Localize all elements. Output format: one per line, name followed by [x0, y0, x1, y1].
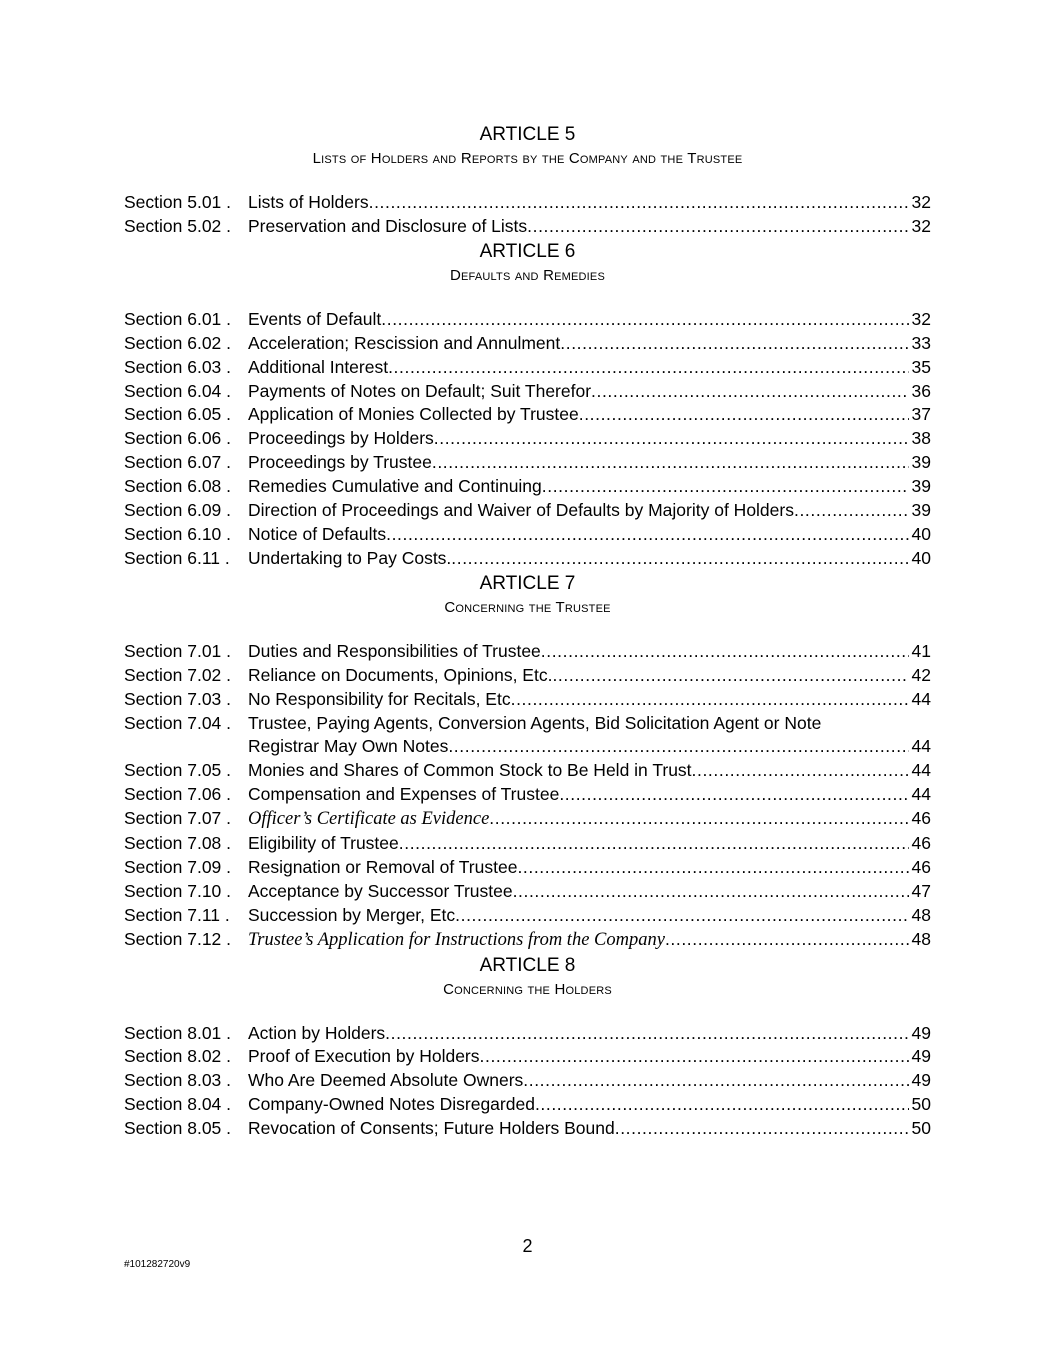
- section-entry-body: [248, 1117, 931, 1141]
- section-title[interactable]: Resignation or Removal of Trustee: [248, 856, 518, 877]
- section-entry-body: [248, 832, 931, 856]
- section-entry-body: [248, 332, 931, 356]
- article-title: ARTICLE 5: [479, 124, 576, 145]
- toc-entry[interactable]: [124, 783, 931, 807]
- dot-leader: [388, 356, 908, 380]
- section-title[interactable]: Reliance on Documents, Opinions, Etc.: [248, 664, 553, 685]
- page-ref[interactable]: 40: [911, 547, 931, 568]
- toc-entry[interactable]: [124, 664, 931, 688]
- article-heading: [124, 953, 931, 1001]
- toc-entry[interactable]: [124, 547, 931, 571]
- section-entry-body: [248, 523, 931, 547]
- section-title-line: [248, 1093, 931, 1117]
- section-list: [124, 640, 931, 953]
- section-title-line: [248, 712, 931, 736]
- page-ref[interactable]: 48: [911, 928, 931, 949]
- dot-leader: [615, 1117, 909, 1141]
- section-list: [124, 191, 931, 239]
- toc-entry[interactable]: [124, 832, 931, 856]
- toc-entry[interactable]: [124, 308, 931, 332]
- section-list: [124, 1022, 931, 1142]
- toc-entry[interactable]: [124, 1045, 931, 1069]
- section-number: Section 7.03 .: [124, 688, 232, 709]
- dot-leader: [591, 380, 908, 404]
- page-ref[interactable]: 44: [911, 736, 931, 757]
- toc-entry[interactable]: [124, 880, 931, 904]
- section-entry-body: [248, 403, 931, 427]
- toc-entry[interactable]: [124, 1093, 931, 1117]
- section-entry-body: [248, 1022, 931, 1046]
- page-ref[interactable]: 32: [911, 192, 931, 212]
- section-entry-body: [248, 688, 931, 712]
- dot-leader: [432, 451, 909, 475]
- dot-leader: [385, 1022, 908, 1046]
- section-title-line: [248, 1022, 931, 1046]
- page-ref[interactable]: 44: [911, 784, 931, 805]
- article-heading: [124, 122, 931, 170]
- section-number: Section 6.08 .: [124, 476, 232, 497]
- article-8: [124, 953, 931, 1142]
- dot-leader: [455, 904, 908, 928]
- section-entry-body: [248, 856, 931, 880]
- section-number: Section 7.11 .: [124, 904, 230, 925]
- section-number: Section 5.02 .: [124, 215, 232, 236]
- dot-leader: [560, 332, 908, 356]
- section-title-line: [248, 759, 931, 783]
- toc-entry[interactable]: [124, 332, 931, 356]
- section-title-line: [248, 783, 931, 807]
- toc-entry[interactable]: [124, 380, 931, 404]
- section-entry-body: [248, 640, 931, 664]
- dot-leader: [480, 1045, 909, 1069]
- section-title[interactable]: Revocation of Consents; Future Holders Bound: [248, 1118, 615, 1139]
- section-title[interactable]: Events of Default: [248, 308, 382, 329]
- section-number: Section 7.09 .: [124, 856, 232, 877]
- page-ref[interactable]: 38: [911, 428, 931, 449]
- toc-entry[interactable]: [124, 451, 931, 475]
- section-title[interactable]: Undertaking to Pay Costs.: [248, 547, 452, 568]
- section-title[interactable]: Proceedings by Holders: [248, 428, 434, 449]
- section-title[interactable]: Acceptance by Successor Trustee: [248, 880, 513, 901]
- page-ref[interactable]: 32: [911, 308, 931, 329]
- page-ref[interactable]: 46: [911, 856, 931, 877]
- article-5: [124, 122, 931, 239]
- section-number: Section 8.01 .: [124, 1022, 232, 1043]
- section-title-line: [248, 332, 931, 356]
- toc-entry[interactable]: [124, 1022, 931, 1046]
- article-subtitle: Concerning the Trustee: [444, 598, 611, 616]
- toc-entry[interactable]: [124, 688, 931, 712]
- section-number: Section 7.05 .: [124, 760, 232, 781]
- section-number: Section 6.09 .: [124, 500, 232, 521]
- toc-entry[interactable]: [124, 856, 931, 880]
- page-ref[interactable]: 40: [911, 523, 931, 544]
- section-title-line: [248, 856, 931, 880]
- page-ref[interactable]: 39: [911, 500, 931, 521]
- section-number: Section 7.06 .: [124, 784, 232, 805]
- section-title[interactable]: Application of Monies Collected by Trustee: [248, 404, 579, 425]
- section-entry-body: [248, 499, 931, 523]
- page-ref[interactable]: 48: [911, 904, 931, 925]
- dot-leader: [386, 523, 908, 547]
- section-title-line: [248, 735, 931, 759]
- page-ref[interactable]: 47: [911, 880, 931, 901]
- section-number: Section 8.03 .: [124, 1070, 232, 1091]
- section-title[interactable]: Duties and Responsibilities of Trustee: [248, 640, 541, 661]
- section-number: Section 7.02 .: [124, 664, 232, 685]
- section-number: Section 5.01 .: [124, 192, 232, 212]
- page-ref[interactable]: 42: [911, 664, 931, 685]
- section-entry-body: [248, 1045, 931, 1069]
- section-title-line: [248, 1045, 931, 1069]
- dot-leader: [559, 783, 908, 807]
- article-heading: [124, 571, 931, 619]
- dot-leader: [794, 499, 909, 523]
- section-entry-body: [248, 807, 931, 832]
- section-entry-body: [248, 928, 931, 953]
- section-list: [124, 308, 931, 571]
- dot-leader: [552, 664, 908, 688]
- section-title-line: [248, 427, 931, 451]
- page-ref[interactable]: 50: [911, 1118, 931, 1139]
- section-title-line: [248, 523, 931, 547]
- page-ref[interactable]: 33: [911, 332, 931, 353]
- section-title[interactable]: Company-Owned Notes Disregarded: [248, 1094, 535, 1115]
- section-title[interactable]: Preservation and Disclosure of Lists: [248, 215, 528, 236]
- toc-entry[interactable]: [124, 1069, 931, 1093]
- toc-entry[interactable]: [124, 427, 931, 451]
- page-ref[interactable]: 44: [911, 760, 931, 781]
- section-title-line: [248, 499, 931, 523]
- page-ref[interactable]: 39: [911, 452, 931, 473]
- dot-leader: [692, 759, 909, 783]
- section-title-line: [248, 475, 931, 499]
- page-ref[interactable]: 49: [911, 1022, 931, 1043]
- section-entry-body: [248, 547, 931, 571]
- section-title[interactable]: No Responsibility for Recitals, Etc: [248, 688, 511, 709]
- toc-entry[interactable]: [124, 640, 931, 664]
- dot-leader: [542, 475, 909, 499]
- page-ref[interactable]: 49: [911, 1070, 931, 1091]
- section-entry-body: [248, 451, 931, 475]
- section-number: Section 6.05 .: [124, 404, 232, 425]
- toc-entry[interactable]: [124, 191, 931, 215]
- toc-entry[interactable]: [124, 215, 931, 239]
- page-ref[interactable]: 37: [911, 404, 931, 425]
- section-number: Section 6.11 .: [124, 547, 230, 568]
- dot-leader: [517, 856, 908, 880]
- section-number: Section 7.07 .: [124, 808, 232, 829]
- section-title[interactable]: Notice of Defaults: [248, 523, 387, 544]
- page-number: 2: [522, 1236, 533, 1256]
- section-entry-body: [248, 1093, 931, 1117]
- section-entry-body: [248, 191, 931, 215]
- toc-entry[interactable]: [124, 523, 931, 547]
- toc-entry[interactable]: [124, 712, 931, 760]
- section-title-line: [248, 640, 931, 664]
- section-title[interactable]: Payments of Notes on Default; Suit Therefor: [248, 380, 592, 401]
- section-title-line: [248, 1117, 931, 1141]
- toc-entry[interactable]: [124, 928, 931, 953]
- dot-leader: [579, 403, 909, 427]
- page-ref[interactable]: 39: [911, 476, 931, 497]
- section-number: Section 8.02 .: [124, 1046, 232, 1067]
- section-entry-body: [248, 427, 931, 451]
- page-ref[interactable]: 49: [911, 1046, 931, 1067]
- toc-entry[interactable]: [124, 807, 931, 832]
- section-number: Section 6.01 .: [124, 308, 232, 329]
- section-number: Section 6.04 .: [124, 380, 232, 401]
- section-number: Section 8.05 .: [124, 1118, 232, 1139]
- section-title[interactable]: Direction of Proceedings and Waiver of Defaults by Majority of Holders: [248, 500, 794, 521]
- article-6: [124, 239, 931, 571]
- page-ref[interactable]: 50: [911, 1094, 931, 1115]
- toc-entry[interactable]: [124, 904, 931, 928]
- section-title-line: [248, 664, 931, 688]
- section-number: Section 8.04 .: [124, 1094, 232, 1115]
- section-title-line: [248, 807, 931, 832]
- section-title-line: [248, 1069, 931, 1093]
- dot-leader: [369, 191, 909, 215]
- section-number: Section 7.04 .: [124, 712, 232, 733]
- section-title[interactable]: Additional Interest: [248, 356, 389, 377]
- page-ref[interactable]: 46: [911, 833, 931, 854]
- dot-leader: [535, 1093, 909, 1117]
- section-title-line: [248, 928, 931, 953]
- section-title-line: [248, 880, 931, 904]
- dot-leader: [541, 640, 909, 664]
- table-of-contents: [124, 122, 931, 1141]
- article-title: ARTICLE 8: [479, 954, 576, 976]
- section-entry-body: [248, 759, 931, 783]
- page-ref[interactable]: 35: [911, 356, 931, 377]
- toc-entry[interactable]: [124, 475, 931, 499]
- dot-leader: [489, 807, 908, 831]
- section-entry-body: [248, 215, 931, 239]
- section-title[interactable]: Succession by Merger, Etc: [248, 904, 456, 925]
- section-title[interactable]: Lists of Holders: [248, 192, 369, 212]
- article-title: ARTICLE 6: [479, 240, 576, 262]
- section-title-line: [248, 308, 931, 332]
- section-entry-body: [248, 904, 931, 928]
- section-title-line: [248, 215, 931, 239]
- dot-leader: [451, 547, 908, 571]
- section-title[interactable]: Proof of Execution by Holders: [248, 1046, 480, 1067]
- dot-leader: [513, 880, 909, 904]
- article-title: ARTICLE 7: [479, 572, 576, 594]
- article-heading: [124, 239, 931, 287]
- section-title[interactable]: Trustee, Paying Agents, Conversion Agents, Bid Solicitation Agent or Note: [248, 712, 822, 733]
- article-subtitle: Lists of Holders and Reports by the Company and the Trustee: [312, 150, 743, 167]
- toc-entry[interactable]: [124, 1117, 931, 1141]
- page-ref[interactable]: 32: [911, 215, 931, 236]
- section-title-line: [248, 688, 931, 712]
- section-number: Section 6.06 .: [124, 428, 232, 449]
- section-number: Section 7.08 .: [124, 833, 232, 854]
- section-number: Section 7.01 .: [124, 640, 232, 661]
- section-entry-body: [248, 880, 931, 904]
- section-title[interactable]: Compensation and Expenses of Trustee: [248, 784, 560, 805]
- section-entry-body: [248, 783, 931, 807]
- dot-leader: [434, 427, 909, 451]
- section-number: Section 6.03 .: [124, 356, 232, 377]
- section-title[interactable]: Who Are Deemed Absolute Owners: [248, 1070, 524, 1091]
- section-number: Section 6.07 .: [124, 452, 232, 473]
- section-title[interactable]: Monies and Shares of Common Stock to Be Held in Trust: [248, 760, 692, 781]
- dot-leader: [448, 735, 908, 759]
- section-title-line: [248, 380, 931, 404]
- dot-leader: [381, 308, 908, 332]
- dot-leader: [523, 1069, 908, 1093]
- dot-leader: [511, 688, 909, 712]
- toc-entry[interactable]: [124, 356, 931, 380]
- dot-leader: [527, 215, 908, 239]
- section-title[interactable]: Action by Holders: [248, 1022, 386, 1043]
- section-number: Section 6.10 .: [124, 523, 232, 544]
- section-title-line: [248, 547, 931, 571]
- section-title[interactable]: Trustee’s Application for Instructions from the Company: [248, 929, 665, 950]
- page-ref[interactable]: 41: [911, 640, 931, 661]
- section-number: Section 7.10 .: [124, 880, 232, 901]
- page-ref[interactable]: 36: [911, 380, 931, 401]
- section-title-line: [248, 403, 931, 427]
- section-title-line: [248, 904, 931, 928]
- section-entry-body: [248, 356, 931, 380]
- section-number: Section 6.02 .: [124, 332, 232, 353]
- toc-entry[interactable]: [124, 499, 931, 523]
- section-entry-body: [248, 308, 931, 332]
- section-title[interactable]: Eligibility of Trustee: [248, 833, 399, 854]
- section-title[interactable]: Proceedings by Trustee: [248, 452, 432, 473]
- dot-leader: [399, 832, 909, 856]
- section-title-line: [248, 451, 931, 475]
- section-number: Section 7.12 .: [124, 928, 232, 949]
- article-7: [124, 571, 931, 953]
- section-title[interactable]: Registrar May Own Notes: [248, 736, 449, 757]
- section-title[interactable]: Officer’s Certificate as Evidence: [248, 809, 490, 830]
- dot-leader: [665, 928, 909, 952]
- section-title[interactable]: Acceleration; Rescission and Annulment: [248, 332, 561, 353]
- page-ref[interactable]: 44: [911, 688, 931, 709]
- article-subtitle: Concerning the Holders: [443, 980, 612, 998]
- section-title-line: [248, 356, 931, 380]
- section-title-line: [248, 832, 931, 856]
- section-entry-body: [248, 1069, 931, 1093]
- article-subtitle: Defaults and Remedies: [449, 266, 606, 284]
- section-title-line: [248, 191, 931, 215]
- document-id: #101282720v9: [124, 1259, 191, 1270]
- section-title[interactable]: Remedies Cumulative and Continuing: [248, 476, 542, 497]
- toc-entry[interactable]: [124, 403, 931, 427]
- section-entry-body: [248, 664, 931, 688]
- section-entry-body: [248, 712, 931, 760]
- toc-entry[interactable]: [124, 759, 931, 783]
- section-entry-body: [248, 380, 931, 404]
- page-ref[interactable]: 46: [911, 808, 931, 829]
- section-entry-body: [248, 475, 931, 499]
